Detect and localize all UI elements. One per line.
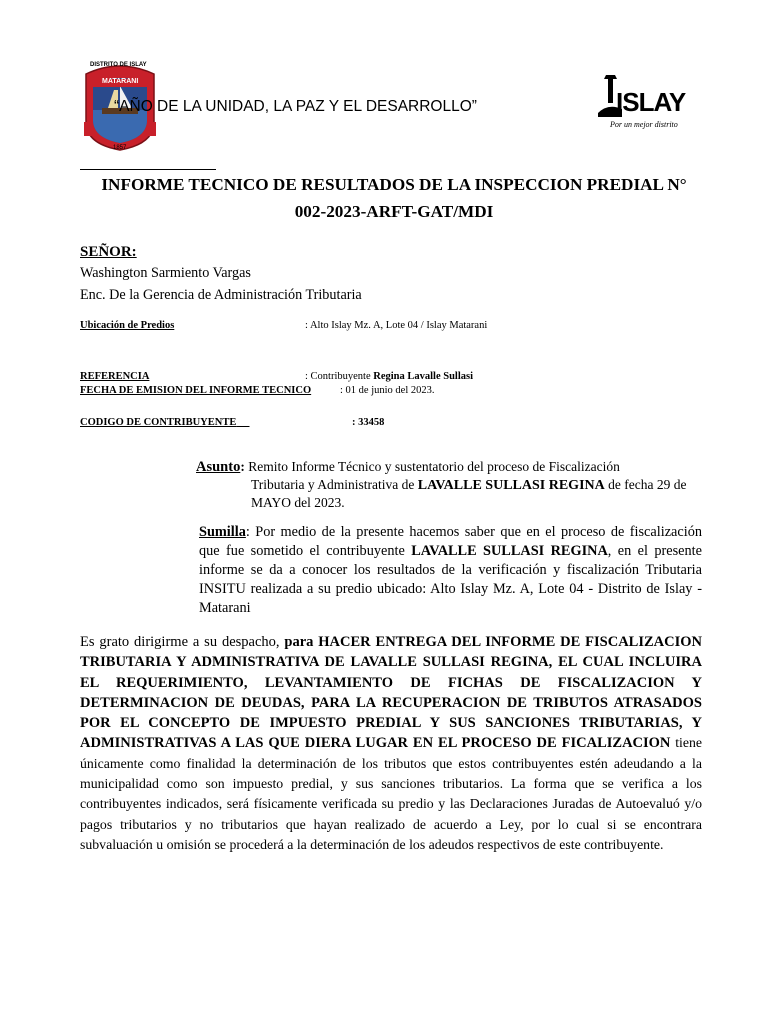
fecha-value: : 01 de junio del 2023. (340, 385, 435, 396)
islay-logo-text: ISLAY (616, 87, 686, 117)
asunto-line-3: MAYO del 2023. (251, 495, 345, 510)
seal-top-text: DISTRITO DE ISLAY (90, 62, 147, 68)
codigo-value: : 33458 (352, 417, 385, 428)
recipient-position: Enc. De la Gerencia de Administración Tributaria (80, 287, 362, 303)
ubicacion-value: : Alto Islay Mz. A, Lote 04 / Islay Matarani (305, 320, 488, 331)
recipient-name: Washington Sarmiento Vargas (80, 265, 251, 281)
recipient-greeting: SEÑOR: (80, 244, 137, 260)
asunto-label: Asunto (196, 459, 241, 475)
asunto-line-1: Remito Informe Técnico y sustentatorio del proceso de Fiscalización (248, 459, 620, 474)
year-slogan: “AÑO DE LA UNIDAD, LA PAZ Y EL DESARROLLO” (114, 98, 477, 115)
asunto-line-2: Tributaria y Administrativa de LAVALLE SULLASI REGINA de fecha 29 de (251, 477, 687, 493)
seal-banner-text: MATARANI (102, 78, 139, 85)
sumilla-name: LAVALLE SULLASI REGINA (411, 543, 608, 559)
sumilla-label: Sumilla (199, 524, 246, 540)
seal-year-text: 1857 (113, 145, 127, 151)
body-bold-statement: para HACER ENTREGA DEL INFORME DE FISCALIZACION TRIBUTARIA Y ADMINISTRATIVA DE LAVALLE SULLASI REGINA, EL CUAL INCLUIRA EL REQUERIMIENTO, LEVANTAMIENTO DE FICHAS DE FISCALIZACION Y DETERMINACION DE DEUDAS, PARA LA RECUPERACION DE TRIBUTOS ATRASADOS POR EL CONCEPTO DE IMPUESTO PREDIAL Y SUS SANCIONES TRIBUTARIAS, Y ADMINISTRATIVAS A LAS QUE DIERA LUGAR EN EL PROCESO DE FICALIZACION (80, 634, 702, 752)
document-title (60, 171, 728, 225)
referencia-label: REFERENCIA (80, 371, 150, 382)
fecha-label: FECHA DE EMISION DEL INFORME TECNICO (80, 385, 312, 396)
asunto-block: Asunto: Remito Informe Técnico y sustentatorio del proceso de Fiscalización Tributaria y Administrativa de LAVALLE SULLASI REGINA de fecha 29 de MAYO del 2023. (196, 458, 704, 511)
islay-logo-tagline: Por un mejor distrito (610, 120, 678, 129)
body-paragraph: Es grato dirigirme a su despacho, para HACER ENTREGA DEL INFORME DE FISCALIZACION TRIBUTARIA Y ADMINISTRATIVA DE LAVALLE SULLASI REGINA, EL CUAL INCLUIRA EL REQUERIMIENTO, LEVANTAMIENTO DE FICHAS DE FISCALIZACION Y DETERMINACION DE DEUDAS, PARA LA RECUPERACION DE TRIBUTOS ATRASADOS POR EL CONCEPTO DE IMPUESTO PREDIAL Y SUS SANCIONES TRIBUTARIAS, Y ADMINISTRATIVAS A LAS QUE DIERA LUGAR EN EL PROCESO DE FICALIZACION tiene únicamente como finalidad la determinación de los tributos que estos contribuyentes estén adeudando a la municipalidad como son impuesto predial, y sus sanciones tributarios. La forma que se verifica a los contribuyentes indicados, será físicamente verificada su predio y las Declaraciones Juradas de Autoevaluó y/o pagos tributarios y no tributarios que hayan realizado de acuerdo a Ley, por lo cual si se encontrara subvaluación u omisión se procederá a la determinación de los adeudos respectivos de este contribuyente. (80, 634, 703, 852)
sumilla-paragraph: Sumilla: Por medio de la presente hacemos saber que en el proceso de fiscalización que fue sometido el contribuyente LAVALLE SULLASI REGINA, en el presente informe se da a conocer los resultados de la verificación y fiscalización Tributaria INSITU realizada a su predio ubicado: Alto Islay Mz. A, Lote 04 - Distrito de Islay - Matarani (199, 524, 702, 616)
codigo-label: CODIGO DE CONTRIBUYENTE (80, 417, 237, 428)
ubicacion-label: Ubicación de Predios (80, 320, 175, 331)
islay-logo (594, 73, 694, 133)
header-rule (80, 169, 216, 170)
referencia-value: : Contribuyente Regina Lavalle Sullasi (305, 371, 474, 382)
referencia-name: Regina Lavalle Sullasi (373, 371, 474, 382)
title-line-1: INFORME TECNICO DE RESULTADOS DE LA INSPECCION PREDIAL N° (101, 175, 687, 194)
title-line-2: 002-2023-ARFT-GAT/MDI (294, 202, 494, 221)
